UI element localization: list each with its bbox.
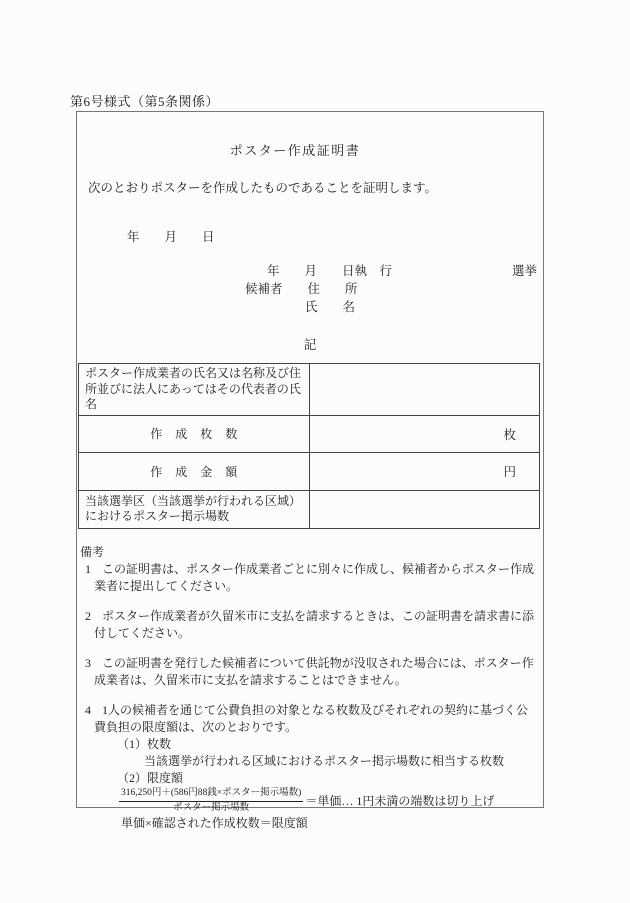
limit-formula xyxy=(119,788,536,814)
row-label: ポスター作成業者の氏名又は名称及び住所並びに法人にあってはその代表者の氏名 xyxy=(79,364,310,416)
table-row-maker-name xyxy=(79,364,540,416)
remarks-section xyxy=(80,544,536,832)
remark-number: 4 xyxy=(85,703,91,717)
row-label: 作 成 金 額 xyxy=(79,452,310,490)
election-date: 年 月 日執 行 xyxy=(267,264,393,278)
document-title: ポスター作成証明書 xyxy=(229,143,361,158)
row-unit: 円 xyxy=(503,465,516,479)
formula-fraction xyxy=(119,788,303,814)
formula-equals: ＝単価… 1円未満の端数は切り上げ xyxy=(305,793,495,808)
election-date-line xyxy=(267,261,537,279)
remark-text: この証明書は、ポスター作成業者ごとに別々に作成し、候補者からポスター作成業者に提出してください。 xyxy=(94,562,535,593)
remark-number: 3 xyxy=(85,656,91,670)
formula-denominator: ポスター掲示場数 xyxy=(173,802,250,813)
row-value xyxy=(310,364,540,416)
election-name-label: 選挙 xyxy=(511,264,537,278)
remarks-heading: 備考 xyxy=(80,545,105,559)
row-value xyxy=(310,490,540,528)
candidate-address-line: 候補者 住 所 xyxy=(245,282,358,296)
certificate-frame xyxy=(76,111,544,830)
sub-item-2-heading: （2）限度額 xyxy=(117,771,184,785)
remark-item-3 xyxy=(85,655,536,689)
certificate-table xyxy=(78,363,540,529)
sub-item-1-text: 当該選挙が行われる区域におけるポスター掲示場数に相当する枚数 xyxy=(144,754,505,768)
issue-date-line: 年 月 日 xyxy=(127,230,215,244)
sub-item-1-heading: （1）枚数 xyxy=(117,737,172,751)
form-number: 第6号様式（第5条関係） xyxy=(70,94,220,109)
record-marker: 記 xyxy=(303,338,317,352)
table-row-poster-sites xyxy=(79,490,540,528)
remark-text: ポスター作成業者が久留米市に支払を請求するときは、この証明書を請求書に添付してください。 xyxy=(94,609,535,640)
table-row-amount xyxy=(79,452,540,490)
remark-item-1 xyxy=(85,561,536,595)
formula-second-line: 単価×確認された作成枚数＝限度額 xyxy=(121,816,308,830)
row-label: 作 成 枚 数 xyxy=(79,415,310,452)
remark-item-4 xyxy=(85,702,536,736)
remark-number: 2 xyxy=(85,609,91,623)
remark-text: 1人の候補者を通じて公費負担の対象となる枚数及びそれぞれの契約に基づく公費負担の限度額は、次のとおりです。 xyxy=(94,703,529,734)
row-value xyxy=(310,452,540,490)
formula-numerator: 316,250円＋(586円88銭×ポスター掲示場数) xyxy=(119,788,303,802)
row-label: 当該選挙区（当該選挙が行われる区域）におけるポスター掲示場数 xyxy=(79,490,310,528)
remark-number: 1 xyxy=(85,562,91,576)
remark-item-2 xyxy=(85,608,536,642)
candidate-name-line: 氏 名 xyxy=(305,300,356,314)
remark-text: この証明書を発行した候補者について供託物が没収された場合には、ポスター作成業者は、久留米市に支払を請求することはできません。 xyxy=(94,656,534,687)
table-row-sheet-count xyxy=(79,415,540,452)
row-unit: 枚 xyxy=(503,427,516,442)
certification-statement: 次のとおりポスターを作成したものであることを証明します。 xyxy=(88,181,438,195)
row-value xyxy=(310,415,540,452)
